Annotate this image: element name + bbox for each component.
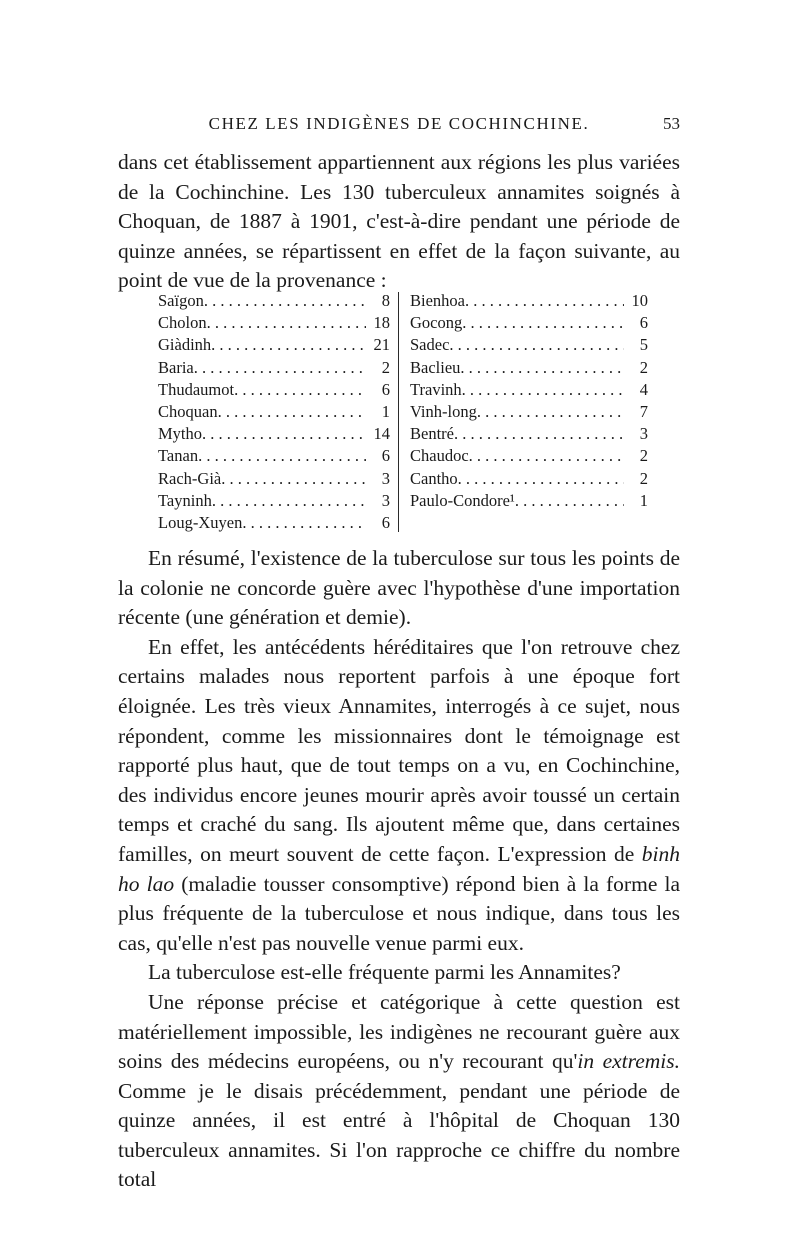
patient-count: 2 xyxy=(639,357,648,377)
patient-count: 6 xyxy=(639,313,648,333)
dot-leader xyxy=(211,334,366,356)
body-text xyxy=(118,544,680,1195)
page-number: 53 xyxy=(663,114,680,133)
dot-leader xyxy=(194,357,366,379)
table-row xyxy=(158,357,390,379)
patient-count: 21 xyxy=(373,335,390,355)
table-row xyxy=(410,445,648,467)
page-header xyxy=(118,114,680,142)
text-run: Une réponse précise et catégorique à cette question est matériellement impossible, les indigènes ne recourant guère aux soins des médecins européens, ou n'y recourant qu' xyxy=(118,989,680,1074)
region-name: Chaudoc xyxy=(410,446,469,466)
patient-count: 18 xyxy=(373,313,390,333)
region-name: Giàdinh xyxy=(158,335,212,355)
dot-leader xyxy=(515,490,624,512)
patient-count: 10 xyxy=(631,291,648,310)
dot-leader xyxy=(218,401,366,423)
table-row xyxy=(158,334,390,356)
region-name: Paulo-Condore¹ xyxy=(410,490,515,510)
patient-count: 6 xyxy=(381,512,390,532)
italic-term: binh ho lao xyxy=(118,841,680,896)
table-row xyxy=(158,401,390,423)
region-name: Cholon xyxy=(158,313,207,333)
region-name: Vinh-long xyxy=(410,401,477,421)
region-name: Thudaumot xyxy=(158,379,235,399)
dot-leader xyxy=(454,423,624,445)
italic-term: in extremis. xyxy=(577,1049,680,1074)
running-title: CHEZ LES INDIGÈNES DE COCHINCHINE. xyxy=(208,114,590,133)
dot-leader xyxy=(198,445,366,467)
table-row xyxy=(158,423,390,445)
region-name: Travinh xyxy=(410,379,462,399)
patient-count: 2 xyxy=(639,446,648,466)
dot-leader xyxy=(449,334,624,356)
patient-count: 14 xyxy=(373,424,390,444)
dot-leader xyxy=(469,445,624,467)
column-divider xyxy=(398,292,399,532)
provenance-left-column xyxy=(158,290,390,534)
table-row xyxy=(158,312,390,334)
dot-leader xyxy=(242,512,366,534)
dot-leader xyxy=(460,357,624,379)
table-row xyxy=(158,468,390,490)
patient-count: 1 xyxy=(381,401,390,421)
dot-leader xyxy=(462,312,624,334)
region-name: Mytho xyxy=(158,424,203,444)
table-row xyxy=(410,490,648,512)
dot-leader xyxy=(458,468,624,490)
region-name: Sadec xyxy=(410,335,450,355)
region-name: Gocong xyxy=(410,313,463,333)
paragraph-resume: En résumé, l'existence de la tuberculose sur tous les points de la colonie ne concorde guère avec l'hypothèse d'une importation récente (une génération et demie). xyxy=(118,546,680,630)
table-row xyxy=(410,290,648,312)
patient-count: 6 xyxy=(381,446,390,466)
dot-leader xyxy=(477,401,624,423)
dot-leader xyxy=(204,290,366,312)
region-name: Tanan xyxy=(158,446,199,466)
patient-count: 2 xyxy=(639,468,648,488)
table-row xyxy=(158,445,390,467)
dot-leader xyxy=(462,379,624,401)
patient-count: 4 xyxy=(639,379,648,399)
patient-count: 6 xyxy=(381,379,390,399)
table-row xyxy=(410,312,648,334)
table-row xyxy=(410,357,648,379)
patient-count: 5 xyxy=(639,335,648,355)
table-row xyxy=(158,379,390,401)
provenance-table xyxy=(158,290,648,534)
table-row xyxy=(158,512,390,534)
provenance-right-column xyxy=(410,290,648,512)
table-row xyxy=(158,290,390,312)
patient-count: 3 xyxy=(639,424,648,444)
text-run: En effet, les antécédents héréditaires que l'on retrouve chez certains malades nous reportent parfois à une époque fort éloignée. Les très vieux Annamites, interrogés à ce sujet, nous répondent, comme les missionnaires dont le témoignage est rapporté plus haut, que de tout temps on a vu, en Cochinchine, des individus encore jeunes mourir après avoir toussé un certain temps et craché du sang. Ils ajoutent même que, dans certaines familles, on meurt souvent de cette façon. L'expression de xyxy=(118,634,680,866)
table-row xyxy=(158,490,390,512)
intro-text: dans cet établissement appartiennent aux régions les plus variées de la Cochinchine. Les 130 tuberculeux annamites soignés à Choquan, de 1887 à 1901, c'est-à-dire pendant une période de quinze années, se répartissent en effet de la façon suivante, au point de vue de la provenance : xyxy=(118,150,680,293)
paragraph-answer xyxy=(118,988,680,1195)
region-name: Choquan xyxy=(158,401,218,421)
patient-count: 1 xyxy=(639,490,648,510)
patient-count: 8 xyxy=(381,291,390,310)
dot-leader xyxy=(212,490,366,512)
paragraph-question: La tuberculose est-elle fréquente parmi les Annamites? xyxy=(148,960,621,985)
patient-count: 7 xyxy=(639,401,648,421)
region-name: Loug-Xuyen xyxy=(158,512,243,532)
table-row xyxy=(410,379,648,401)
text-run: Comme je le disais précédemment, pendant une période de quinze années, il est entré à l'hôpital de Choquan 130 tuberculeux annamites. Si l'on rapproche ce chiffre du nombre total xyxy=(118,1078,680,1192)
region-name: Saïgon xyxy=(158,291,204,310)
patient-count: 3 xyxy=(381,490,390,510)
table-row xyxy=(410,401,648,423)
dot-leader xyxy=(234,379,366,401)
intro-paragraph xyxy=(118,148,680,296)
region-name: Baclieu xyxy=(410,357,461,377)
text-run: (maladie tousser consomptive) répond bien à la forme la plus fréquente de la tuberculose et nous indique, dans tous les cas, qu'elle n'est pas nouvelle venue parmi eux. xyxy=(118,871,680,955)
dot-leader xyxy=(207,312,366,334)
paragraph-antecedents xyxy=(118,633,680,959)
patient-count: 2 xyxy=(381,357,390,377)
dot-leader xyxy=(465,290,624,312)
region-name: Tayninh xyxy=(158,490,212,510)
table-row xyxy=(410,334,648,356)
dot-leader xyxy=(221,468,366,490)
region-name: Cantho xyxy=(410,468,458,488)
patient-count: 3 xyxy=(381,468,390,488)
region-name: Baria xyxy=(158,357,194,377)
region-name: Rach-Già xyxy=(158,468,222,488)
table-row xyxy=(410,468,648,490)
dot-leader xyxy=(202,423,366,445)
region-name: Bienhoa xyxy=(410,291,465,310)
region-name: Bentré xyxy=(410,424,454,444)
table-row xyxy=(410,423,648,445)
